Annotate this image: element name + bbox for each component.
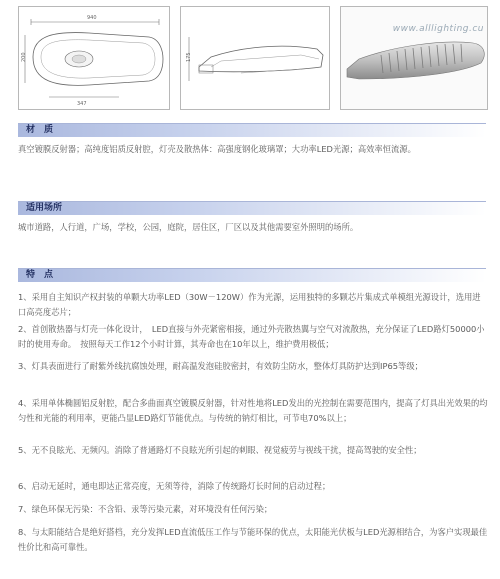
feature-item-8: 8、与太阳能结合是绝好搭档，充分发挥LED直流低压工作与节能环保的优点，太阳能光伏板与LED光源相结合，为客户实现最佳性价比和高可靠性。 [18,527,488,552]
material-text: 真空镀膜反射器；高纯度铝质反射腔，灯壳及散热体：高强度钢化玻璃罩；大功率LED光源；高效率恒流源。 [18,144,416,154]
section-title: 材 质 [26,125,54,135]
top-view-drawing [18,6,170,110]
width-dimension: 940 [87,15,97,21]
product-photo [340,6,488,110]
feature-item-4: 4、采用单体椭圆铝反射腔，配合多曲面真空镀膜反射器，针对性地将LED发出的光控制在需要范围内，提高了灯具出光效果的均匀性和光能的利用率，更能凸显LED路灯节能优点。与传统的钠灯相比，可节电70%以上； [18,398,488,423]
side-height-dimension: 175 [186,52,192,62]
feature-item-7: 7、绿色环保无污染：不含铅、汞等污染元素，对环境没有任何污染； [18,504,273,514]
feature-item-3: 3、灯具表面进行了耐紫外线抗腐蚀处理，耐高温发泡硅胶密封，有效防尘防水，整体灯具防护达到IP65等级； [18,361,423,371]
watermark: www.alllighting.cu [392,24,484,34]
section-header-scope [18,201,486,215]
feature-item-5: 5、无不良眩光、无频闪。消除了普通路灯不良眩光所引起的刺眼、视觉疲劳与视线干扰，提高驾驶的安全性； [18,445,422,455]
section-header-material [18,123,486,137]
bottom-dimension: 347 [77,101,87,107]
product-figures [18,6,488,110]
feature-item-1: 1、采用自主知识产权封装的单颗大功率LED（30W－120W）作为光源，运用独特的多颗芯片集成式单模组光源设计，选用进口高亮度芯片； [18,292,481,317]
section-title: 适用场所 [26,203,63,213]
feature-item-2: 2、首创散热器与灯壳一体化设计， LED直接与外壳紧密相接，通过外壳散热翼与空气对流散热，充分保证了LED路灯50000小时的使用寿命。 按照每天工作12个小时计算，其寿命也在10年以上，维护费用极低； [18,324,485,349]
section-title: 特 点 [26,270,54,280]
side-view-drawing [180,6,330,110]
section-header-features [18,268,486,282]
feature-item-6: 6、启动无延时，通电即达正常亮度，无须等待，消除了传统路灯长时间的启动过程； [18,481,331,491]
scope-text: 城市道路，人行道，广场，学校，公园，庭院，居住区，厂区以及其他需要室外照明的场所。 [18,222,359,232]
height-dimension: 200 [21,52,27,62]
